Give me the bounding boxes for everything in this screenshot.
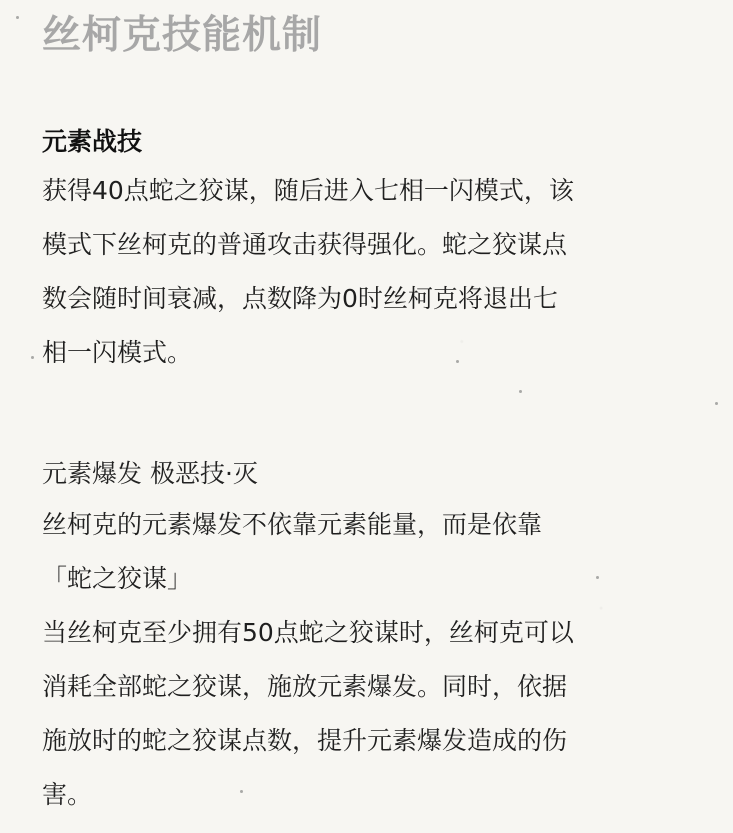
paper-speck (519, 390, 522, 393)
page-title: 丝柯克技能机制 (42, 13, 323, 58)
paper-speck (31, 356, 34, 359)
elemental-burst-description (42, 498, 702, 822)
paper-speck (16, 16, 19, 19)
section-heading-elemental-skill: 元素战技 (42, 127, 143, 156)
text-line: 模式下丝柯克的普通攻击获得强化。蛇之狡谋点 (42, 230, 568, 259)
text-line: 害。 (42, 780, 93, 809)
text-line: 数会随时间衰减，点数降为0时丝柯克将退出七 (42, 284, 558, 313)
text-line: 丝柯克的元素爆发不依靠元素能量，而是依靠 (42, 510, 543, 539)
text-line: 施放时的蛇之狡谋点数，提升元素爆发造成的伤 (42, 726, 568, 755)
text-line: 当丝柯克至少拥有50点蛇之狡谋时，丝柯克可以 (42, 618, 574, 647)
text-line: 「蛇之狡谋」 (42, 564, 193, 593)
text-line: 相一闪模式。 (42, 338, 193, 367)
elemental-skill-description (42, 164, 702, 380)
text-line: 获得40点蛇之狡谋，随后进入七相一闪模式，该 (42, 176, 574, 205)
section-heading-elemental-burst: 元素爆发 极恶技·灭 (42, 459, 258, 488)
paper-speck (715, 402, 718, 405)
text-line: 消耗全部蛇之狡谋，施放元素爆发。同时，依据 (42, 672, 568, 701)
